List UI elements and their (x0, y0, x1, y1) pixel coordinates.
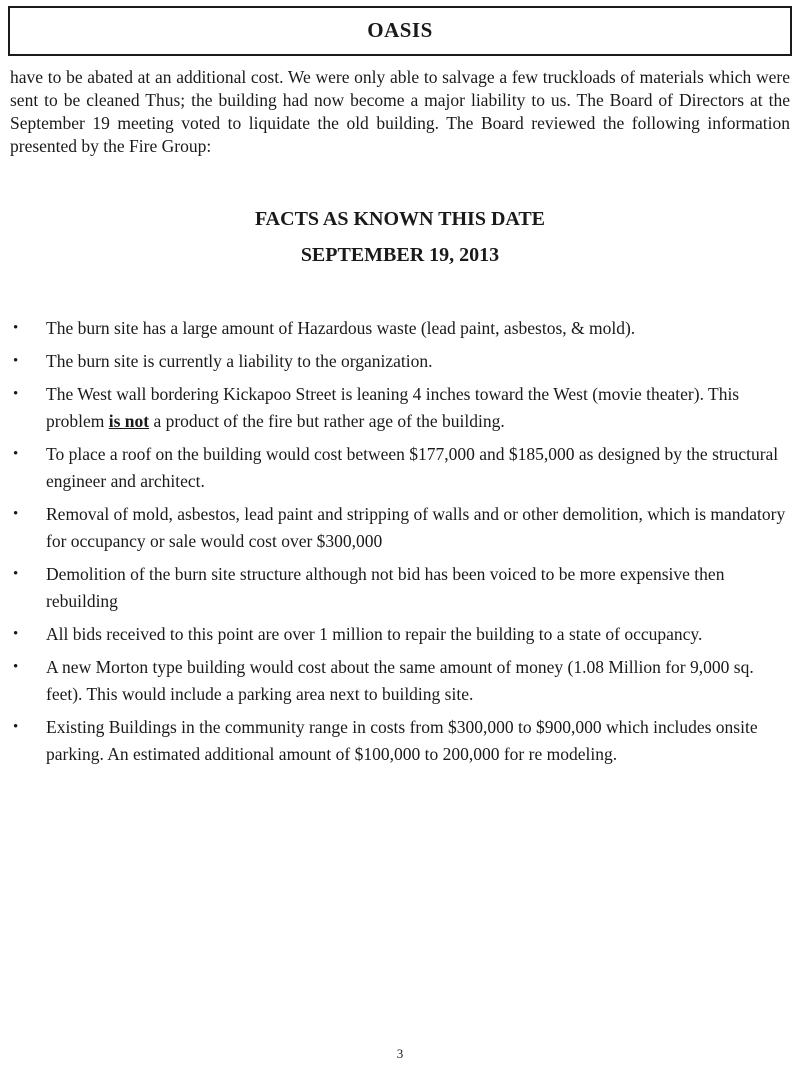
list-item-text: Removal of mold, asbestos, lead paint and stripping of walls and or other demolition, which is mandatory for occupancy or sale would cost over $300,000 (46, 504, 786, 551)
bullet-icon: • (13, 659, 19, 675)
list-item-text: Existing Buildings in the community range in costs from $300,000 to $900,000 which includes onsite parking. An estimated additional amount of $100,000 to 200,000 for re modeling. (46, 717, 758, 764)
bullet-icon: • (13, 566, 19, 582)
bullet-icon: • (13, 719, 19, 735)
list-item (0, 654, 786, 708)
list-item (0, 561, 786, 615)
list-item (0, 441, 786, 495)
list-item-text: To place a roof on the building would cost between $177,000 and $185,000 as designed by the structural engineer and architect. (46, 444, 779, 491)
document-title: OASIS (367, 18, 433, 42)
bullet-icon: • (13, 386, 19, 402)
bullet-icon: • (13, 506, 19, 522)
bullet-icon: • (13, 446, 19, 462)
bullet-icon: • (13, 320, 19, 336)
masthead-box (8, 6, 792, 56)
list-item-text-post: a product of the fire but rather age of the building. (149, 411, 505, 431)
intro-paragraph: have to be abated at an additional cost. We were only able to salvage a few truckloads of materials which were sent to be cleaned Thus; the building had now become a major liability to us. The Board of Directors at the September 19 meeting voted to liquidate the old building. The Board reviewed the following information presented by the Fire Group: (10, 67, 790, 156)
list-item (0, 381, 786, 435)
bullet-icon: • (13, 353, 19, 369)
list-item-text: The burn site has a large amount of Hazardous waste (lead paint, asbestos, & mold). (46, 318, 636, 338)
list-item-text: Demolition of the burn site structure although not bid has been voiced to be more expensive then rebuilding (46, 564, 725, 611)
list-item (0, 714, 786, 768)
section-title-line1: FACTS AS KNOWN THIS DATE (254, 208, 546, 230)
list-item-text (46, 381, 786, 435)
list-item-text-emphasis: is not (108, 411, 150, 431)
bullet-icon: • (13, 626, 19, 642)
list-item (0, 501, 786, 555)
list-item-text: A new Morton type building would cost about the same amount of money (1.08 Million for 9,000 sq. feet). This would include a parking area next to building site. (46, 657, 754, 704)
facts-bullet-list (0, 315, 786, 768)
list-item-text: All bids received to this point are over 1 million to repair the building to a state of occupancy. (46, 624, 703, 644)
section-title-line2: SEPTEMBER 19, 2013 (300, 244, 500, 266)
list-item-text-pre: The West wall bordering Kickapoo Street is leaning 4 inches toward the West (movie theater). This problem (46, 384, 740, 431)
page-number: 3 (396, 1046, 404, 1061)
list-item (0, 621, 786, 648)
list-item (0, 315, 786, 342)
list-item (0, 348, 786, 375)
list-item-text: The burn site is currently a liability to the organization. (46, 351, 433, 371)
